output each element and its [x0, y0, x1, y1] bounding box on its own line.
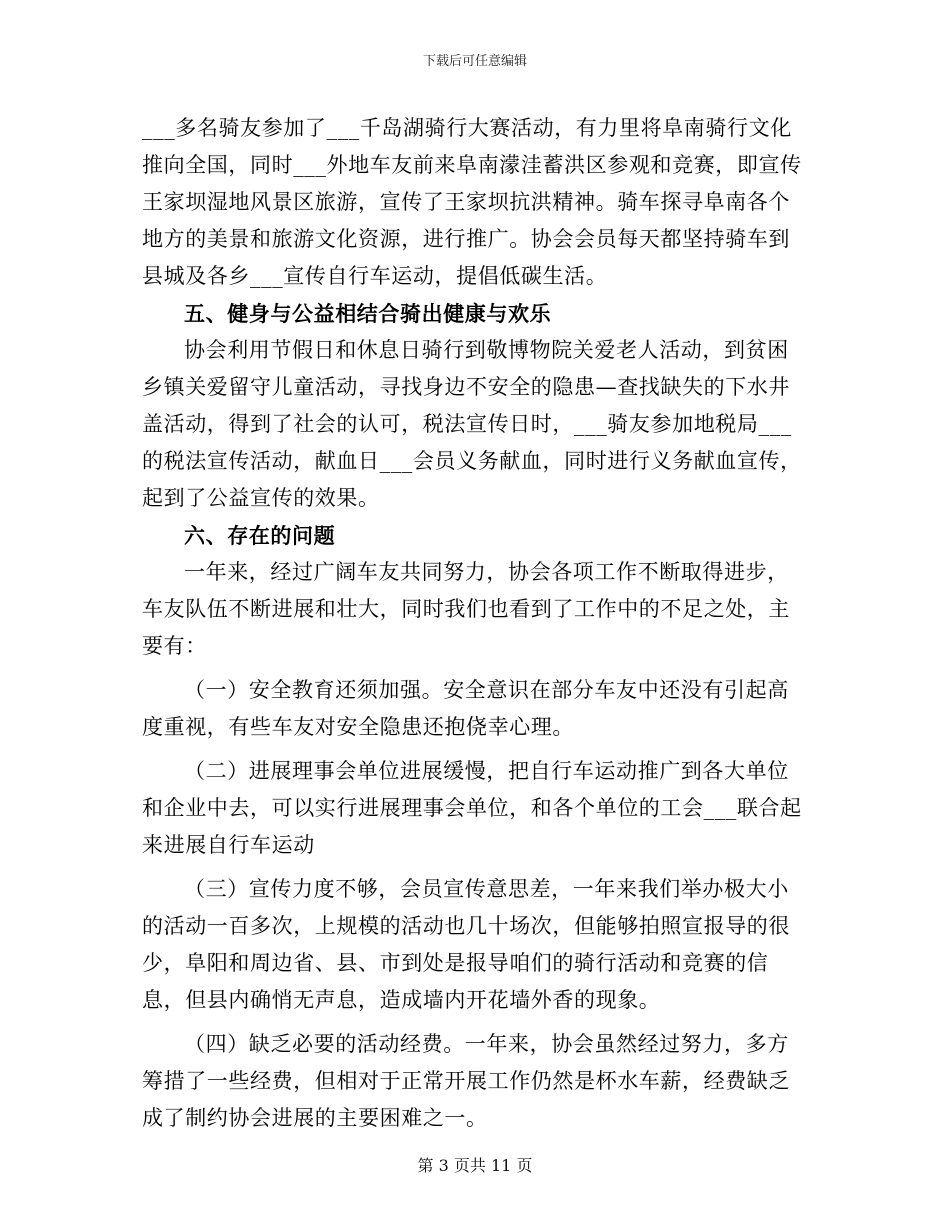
document-body	[142, 110, 806, 1137]
problem-item-1: （一）安全教育还须加强。安全意识在部分车友中还没有引起高度重视，有些车友对安全隐患还抱侥幸心理。	[142, 678, 789, 739]
paragraph-problems-intro: 一年来，经过广阔车友共同努力，协会各项工作不断取得进步，车友队伍不断进展和壮大，同时我们也看到了工作中的不足之处，主要有：	[142, 560, 790, 658]
page-number: 第 3 页共 11 页	[417, 1156, 533, 1175]
section-heading-5: 五、健身与公益相结合骑出健康与欢乐	[184, 301, 552, 326]
paragraph-cycling-promotion: ___多名骑友参加了___千岛湖骑行大赛活动，有力里将阜南骑行文化推向全国，同时___外地车友前来阜南濛洼蓄洪区参观和竞赛，即宣传王家坝湿地风景区旅游，宣传了王家坝抗洪精神。骑车探寻阜南各个地方的美景和旅游文化资源，进行推广。协会会员每天都坚持骑车到县城及各乡___宣传自行车运动，提倡低碳生活。	[142, 116, 802, 288]
problem-item-2: （二）进展理事会单位进展缓慢，把自行车运动推广到各大单位和企业中去，可以实行进展理事会单位，和各个单位的工会___联合起来进展自行车运动	[142, 759, 802, 857]
paragraph-public-welfare: 协会利用节假日和休息日骑行到敬博物院关爱老人活动，到贫困乡镇关爱留守儿童活动，寻找身边不安全的隐患—查找缺失的下水井盖活动，得到了社会的认可，税法宣传日时，___骑友参加地税局___的税法宣传活动，献血日___会员义务献血，同时进行义务献血宣传，起到了公益宣传的效果。	[142, 338, 802, 510]
problem-item-3: （三）宣传力度不够，会员宣传意思差，一年来我们举办极大小的活动一百多次，上规模的活动也几十场次，但能够拍照宣报导的很少，阜阳和周边省、县、市到处是报导咱们的骑行活动和竞赛的信息，但县内确悄无声息，造成墙内开花墙外香的现象。	[142, 877, 790, 1012]
problem-item-4: （四）缺乏必要的活动经费。一年来，协会虽然经过努力，多方筹措了一些经费，但相对于正常开展工作仍然是杯水车薪，经费缺乏成了制约协会进展的主要困难之一。	[142, 1032, 790, 1130]
section-heading-6: 六、存在的问题	[184, 523, 336, 548]
page-header-note: 下载后可任意编辑	[422, 54, 527, 69]
